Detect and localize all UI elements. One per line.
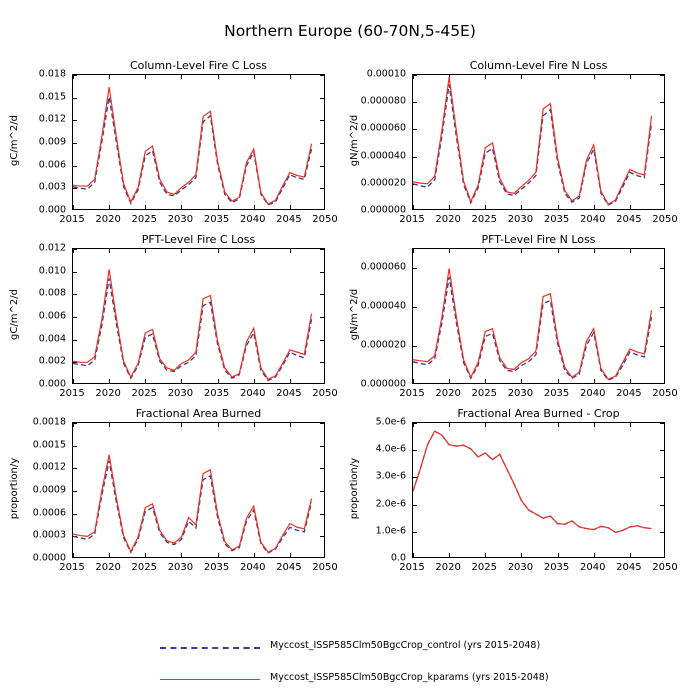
x-tick-label: 2035 [203,388,230,399]
y-tick-label: 0.0006 [32,507,66,519]
series-layer [413,75,665,210]
x-tick-label: 2045 [616,562,642,573]
y-tick-label: 3.0e-6 [375,470,406,482]
x-tick-label: 2020 [435,562,461,573]
y-tick-label: 0.018 [38,68,66,80]
plot-area [72,422,325,558]
x-tick-label: 2020 [435,388,461,399]
y-tick-label: 0.0012 [32,461,66,473]
y-tick-label: 0.0015 [32,439,66,451]
x-tick-label: 2025 [131,388,158,399]
series-line [413,85,652,205]
x-tick-label: 2050 [312,562,338,573]
plot-area [72,248,325,384]
x-tick-label: 2020 [95,214,121,225]
x-tick-label: 2045 [616,388,642,399]
series-line [413,431,652,532]
series-layer [73,75,325,210]
series-line [73,269,312,379]
y-tick-label: 4.0e-6 [375,443,406,455]
y-tick-label: 2.0e-6 [375,498,406,510]
y-tick-label: 0.000040 [360,300,406,312]
x-tick-label: 2025 [131,214,158,225]
chart-panel-6 [348,407,678,573]
y-tick-label: 0.000 [38,378,66,390]
y-tick-label: 5.0e-6 [375,416,406,428]
x-tick-label: 2045 [276,388,302,399]
figure-title: Northern Europe (60-70N,5-45E) [224,22,476,40]
y-tick-label: 0.003 [38,181,66,193]
x-tick-label: 2020 [435,214,461,225]
x-tick-label: 2015 [399,562,425,573]
y-tick-label: 0.000080 [360,95,406,107]
y-tick-label: 0.008 [38,287,66,299]
panel-title: PFT-Level Fire C Loss [141,233,256,246]
x-tick-label: 2050 [312,388,338,399]
y-tick-label: 0.015 [38,91,66,103]
x-tick-label: 2015 [399,388,425,399]
x-tick-label: 2030 [167,562,194,573]
x-tick-label: 2040 [579,562,606,573]
x-tick-label: 2040 [579,388,606,399]
y-axis-label: gC/m^2/d [8,289,20,340]
y-tick-label: 0.00010 [366,68,406,80]
x-tick-label: 2025 [471,388,498,399]
plot-area [412,422,665,558]
y-axis-label: proportion/y [348,457,360,520]
chart-panel-2 [348,59,678,225]
y-tick-label: 0.000060 [360,122,406,134]
x-tick-label: 2045 [276,214,302,225]
plot-area [412,248,665,384]
x-tick-label: 2015 [59,562,85,573]
y-tick-label: 0.004 [38,333,66,345]
y-tick-label: 0.009 [38,136,66,148]
x-tick-label: 2015 [59,388,85,399]
y-tick-label: 0.000020 [360,339,406,351]
series-layer [413,423,665,558]
y-tick-label: 0.0018 [32,416,66,428]
panel-title: Column-Level Fire C Loss [129,59,268,72]
x-tick-label: 2025 [471,214,498,225]
x-tick-label: 2015 [399,214,425,225]
series-line [73,87,312,204]
y-tick-label: 0.0000 [32,552,66,564]
y-tick-label: 0.000000 [360,204,406,216]
series-line [73,455,312,552]
panel-title: Fractional Area Burned [135,407,262,420]
x-tick-label: 2045 [276,562,302,573]
y-tick-label: 0.006 [38,310,66,322]
y-tick-label: 0.000020 [360,177,406,189]
legend-entry [160,672,640,688]
chart-panel-4 [348,233,678,399]
x-tick-label: 2040 [239,388,266,399]
chart-panel-3 [8,233,338,399]
x-tick-label: 2020 [95,388,121,399]
x-tick-label: 2035 [203,214,230,225]
plot-area [412,74,665,210]
chart-panel-5 [8,407,338,573]
x-tick-label: 2040 [579,214,606,225]
x-tick-label: 2030 [167,388,194,399]
y-tick-label: 1.0e-6 [375,525,406,537]
legend-label: Myccost_ISSP585Clm50BgcCrop_control (yrs 2015-2048) [270,640,541,651]
x-tick-label: 2050 [652,388,678,399]
legend-line-swatch [160,647,260,649]
x-tick-label: 2035 [543,562,570,573]
x-tick-label: 2030 [507,214,534,225]
panel-title: Column-Level Fire N Loss [469,59,608,72]
series-line [73,461,312,553]
y-tick-label: 0.000060 [360,261,406,273]
y-tick-label: 0.000000 [360,378,406,390]
y-tick-label: 0.0009 [32,484,66,496]
x-tick-label: 2045 [616,214,642,225]
y-tick-label: 0.0 [390,552,406,564]
x-tick-label: 2025 [131,562,158,573]
x-tick-label: 2015 [59,214,85,225]
legend-line-swatch [160,679,260,680]
panel-title: PFT-Level Fire N Loss [481,233,596,246]
x-tick-label: 2025 [471,562,498,573]
y-tick-label: 0.000040 [360,150,406,162]
x-tick-label: 2020 [95,562,121,573]
chart-panel-1 [8,59,338,225]
y-tick-label: 0.0003 [32,529,66,541]
y-tick-label: 0.012 [38,242,66,254]
x-tick-label: 2035 [543,214,570,225]
x-tick-label: 2030 [507,388,534,399]
y-axis-label: gC/m^2/d [8,115,20,166]
y-axis-label: gN/m^2/d [348,288,360,341]
legend-entry [160,640,640,656]
legend-label: Myccost_ISSP585Clm50BgcCrop_kparams (yrs 2015-2048) [270,672,549,683]
x-tick-label: 2050 [312,214,338,225]
y-axis-label: proportion/y [8,457,20,520]
x-tick-label: 2050 [652,214,678,225]
x-tick-label: 2030 [167,214,194,225]
series-layer [73,423,325,558]
x-tick-label: 2035 [203,562,230,573]
y-tick-label: 0.000 [38,204,66,216]
y-tick-label: 0.006 [38,159,66,171]
series-layer [73,249,325,384]
y-tick-label: 0.012 [38,113,66,125]
series-line [73,97,312,205]
series-line [413,277,652,380]
x-tick-label: 2035 [543,388,570,399]
y-tick-label: 0.010 [38,265,66,277]
x-tick-label: 2040 [239,562,266,573]
x-tick-label: 2030 [507,562,534,573]
y-tick-label: 0.002 [38,355,66,367]
x-tick-label: 2050 [652,562,678,573]
x-tick-label: 2040 [239,214,266,225]
series-line [413,77,652,204]
plot-area [72,74,325,210]
series-line [413,268,652,379]
series-line [73,278,312,380]
series-line [413,431,652,532]
series-layer [413,249,665,384]
y-axis-label: gN/m^2/d [348,114,360,167]
panel-title: Fractional Area Burned - Crop [457,407,620,420]
